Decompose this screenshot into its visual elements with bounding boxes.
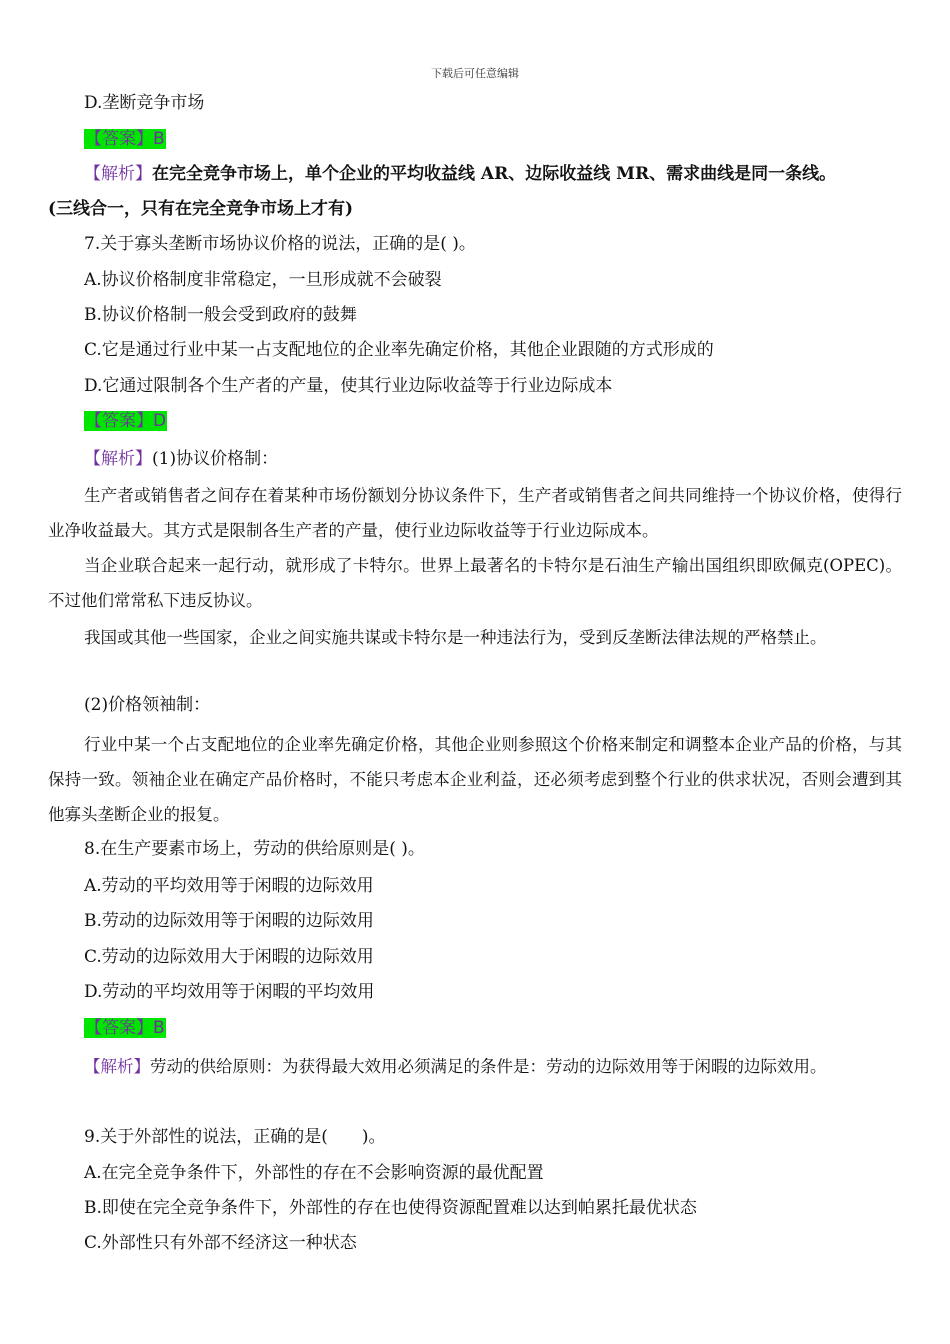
- q7-paragraph-4: 行业中某一个占支配地位的企业率先确定价格，其他企业则参照这个价格来制定和调整本企业产品的价格，与其保持一致。领袖企业在确定产品价格时，不能只考虑本企业利益，还必须考虑到整个行业的供求状况，否则会遭到其他寡头垄断企业的报复。: [48, 735, 902, 824]
- analysis-text: 在完全竞争市场上，单个企业的平均收益线 AR、边际收益线 MR、需求曲线是同一条线。: [152, 164, 837, 184]
- analysis-label: 【解析】: [84, 449, 152, 469]
- answer-label: 【答案】: [85, 1018, 153, 1038]
- analysis-text: 劳动的供给原则：为获得最大效用必须满足的条件是：劳动的边际效用等于闲暇的边际效用。: [150, 1057, 827, 1076]
- q7-option-c: C.它是通过行业中某一占支配地位的企业率先确定价格，其他企业跟随的方式形成的: [84, 340, 714, 360]
- q7-answer: [84, 408, 902, 434]
- answer-label: 【答案】: [85, 411, 153, 431]
- q8-option-b: B.劳动的边际效用等于闲暇的边际效用: [84, 911, 374, 931]
- q9-stem: 9.关于外部性的说法，正确的是( )。: [84, 1127, 386, 1147]
- q8-option-c: C.劳动的边际效用大于闲暇的边际效用: [84, 947, 374, 967]
- q7-paragraph-1: 生产者或销售者之间存在着某种市场份额划分协议条件下，生产者或销售者之间共同维持一个协议价格，使得行业净收益最大。其方式是限制各生产者的产量，使行业边际收益等于行业边际成本。: [48, 486, 902, 540]
- answer-label: 【答案】: [85, 129, 153, 149]
- q6-answer: [84, 126, 902, 152]
- q6-answer-highlight: [84, 129, 166, 149]
- q6-analysis: [84, 161, 910, 187]
- answer-value: D: [153, 411, 167, 431]
- q7-head-2: (2)价格领袖制：: [84, 695, 211, 715]
- q8-answer: [84, 1015, 902, 1041]
- q6-analysis-note: (三线合一，只有在完全竞争市场上才有): [48, 199, 354, 219]
- answer-value: B: [153, 1018, 165, 1038]
- q9-option-b: B.即使在完全竞争条件下，外部性的存在也使得资源配置难以达到帕累托最优状态: [84, 1198, 697, 1218]
- q9-option-c: C.外部性只有外部不经济这一种状态: [84, 1233, 357, 1253]
- q9-option-a: A.在完全竞争条件下，外部性的存在不会影响资源的最优配置: [84, 1163, 544, 1183]
- q8-stem: 8.在生产要素市场上，劳动的供给原则是( )。: [84, 839, 425, 859]
- q6-option-d: D.垄断竞争市场: [84, 93, 205, 113]
- q7-option-a: A.协议价格制度非常稳定，一旦形成就不会破裂: [84, 270, 442, 290]
- q7-analysis: [84, 446, 902, 472]
- analysis-label: 【解析】: [84, 1057, 150, 1076]
- q8-analysis: [48, 1049, 902, 1084]
- answer-value: B: [153, 129, 165, 149]
- q7-paragraph-2: 当企业联合起来一起行动，就形成了卡特尔。世界上最著名的卡特尔是石油生产输出国组织即欧佩克(OPEC)。不过他们常常私下违反协议。: [48, 556, 902, 610]
- q8-option-d: D.劳动的平均效用等于闲暇的平均效用: [84, 982, 375, 1002]
- q7-stem: 7.关于寡头垄断市场协议价格的说法，正确的是( )。: [84, 234, 476, 254]
- q7-answer-highlight: [84, 411, 167, 431]
- q7-paragraph-3: 我国或其他一些国家，企业之间实施共谋或卡特尔是一种违法行为，受到反垄断法律法规的严格禁止。: [84, 628, 827, 647]
- q8-answer-highlight: [84, 1018, 166, 1038]
- page-header: 下载后可任意编辑: [431, 67, 519, 80]
- analysis-head: (1)协议价格制：: [152, 449, 279, 469]
- analysis-label: 【解析】: [84, 164, 152, 184]
- q7-option-b: B.协议价格制一般会受到政府的鼓舞: [84, 305, 357, 325]
- q7-option-d: D.它通过限制各个生产者的产量，使其行业边际收益等于行业边际成本: [84, 376, 613, 396]
- q8-option-a: A.劳动的平均效用等于闲暇的边际效用: [84, 876, 374, 896]
